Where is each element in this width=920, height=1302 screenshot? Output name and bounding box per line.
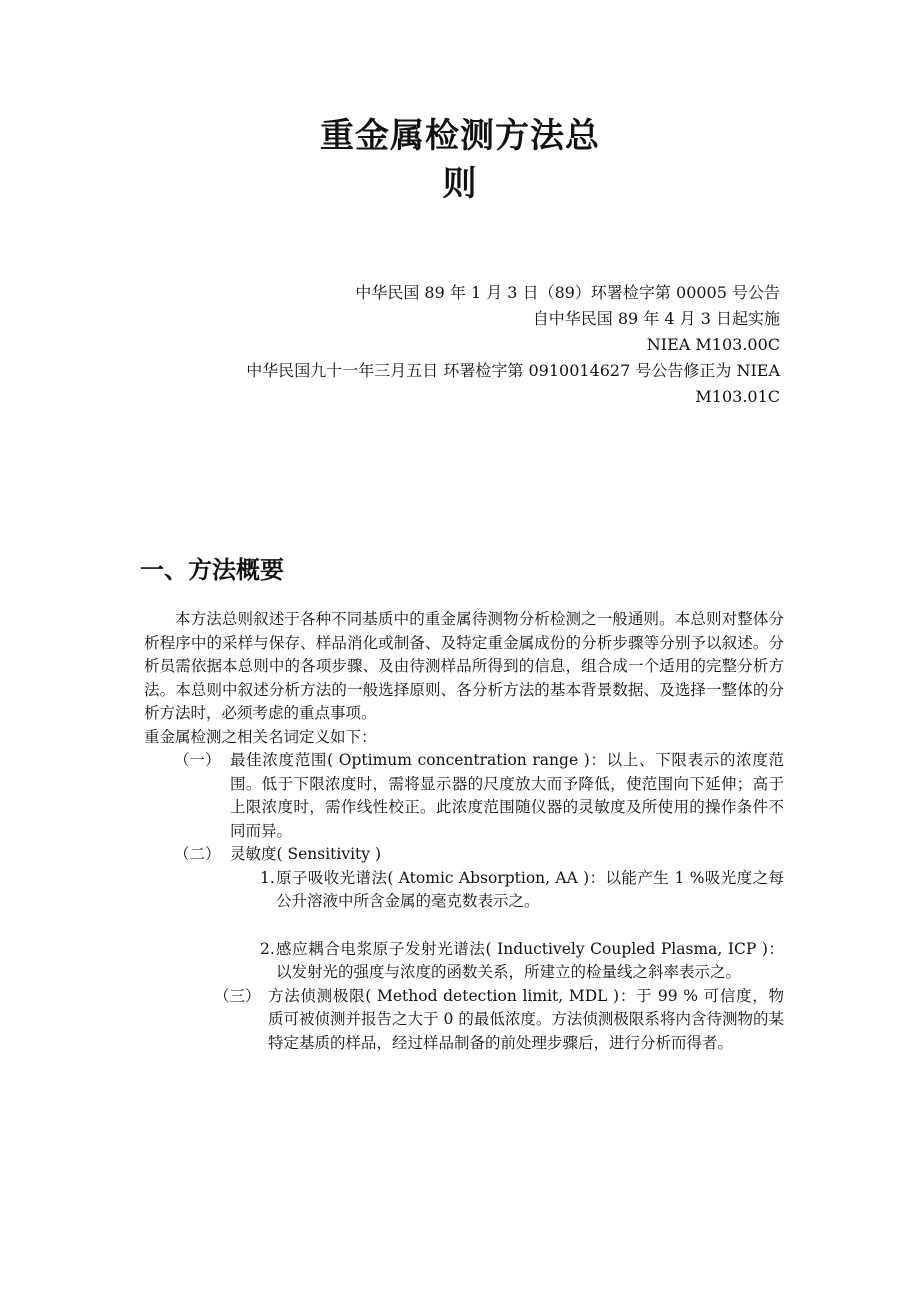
definitions-intro: 重金属检测之相关名词定义如下： — [144, 727, 377, 746]
sub-item-marker: 2. — [260, 939, 275, 958]
item-text: 方法侦测极限( Method detection limit, MDL )：于 99 % 可信度，物质可被侦测并报告之大于 0 的最低浓度。方法侦测极限系将内含待测物的某特定基质的样品，经过样品制备的前处理步骤后，进行分析而得者。 — [268, 986, 784, 1052]
item-marker: （三） — [214, 986, 261, 1005]
definition-item — [144, 843, 784, 867]
meta-line: NIEA M103.00C — [646, 335, 780, 354]
sub-item — [144, 867, 784, 914]
title-line-1: 重金属检测方法总 — [320, 116, 600, 156]
meta-line: 中华民国 89 年 1 月 3 日（89）环署检字第 00005 号公告 — [355, 283, 780, 302]
document-title — [300, 112, 620, 208]
meta-line: M103.01C — [695, 387, 780, 406]
item-text: 灵敏度( Sensitivity ) — [230, 845, 382, 863]
item-marker: （一） — [174, 751, 221, 769]
section-heading: 一、方法概要 — [140, 556, 284, 584]
item-text: 最佳浓度范围( Optimum concentration range )：以上、下限表示的浓度范围。低于下限浓度时，需将显示器的尺度放大而予降低，使范围向下延伸；高于上限浓度时，需作线性校正。此浓度范围随仪器的灵敏度及所使用的操作条件不同而异。 — [230, 751, 784, 840]
definition-item — [144, 749, 784, 843]
sub-item-text: 感应耦合电浆原子发射光谱法( Inductively Coupled Plasma, ICP )：以发射光的强度与浓度的函数关系，所建立的检量线之斜率表示之。 — [276, 939, 784, 981]
title-line-2: 则 — [442, 164, 478, 204]
definition-item — [144, 985, 784, 1056]
intro-paragraph: 本方法总则叙述于各种不同基质中的重金属待测物分析检测之一般通则。本总则对整体分析程序中的采样与保存、样品消化或制备、及特定重金属成份的分析步骤等分别予以叙述。分析员需依据本总则中的各项步骤、及由待测样品所得到的信息，组合成一个适用的完整分析方法。本总则中叙述分析方法的一般选择原则、各分析方法的基本背景数据、及选择一整体的分析方法时，必须考虑的重点事项。 — [144, 610, 784, 722]
meta-line: 中华民国九十一年三月五日 环署检字第 0910014627 号公告修正为 NIEA — [246, 361, 780, 380]
section-body — [144, 608, 784, 1055]
publication-meta — [180, 280, 780, 410]
item-marker: （二） — [174, 845, 221, 863]
sub-item-text: 原子吸收光谱法( Atomic Absorption, AA )：以能产生 1 %吸光度之每公升溶液中所含金属的毫克数表示之。 — [276, 868, 784, 910]
meta-line: 自中华民国 89 年 4 月 3 日起实施 — [532, 309, 780, 328]
sub-item-marker: 1. — [260, 868, 275, 887]
spacer — [144, 914, 784, 938]
sub-item — [144, 938, 784, 985]
